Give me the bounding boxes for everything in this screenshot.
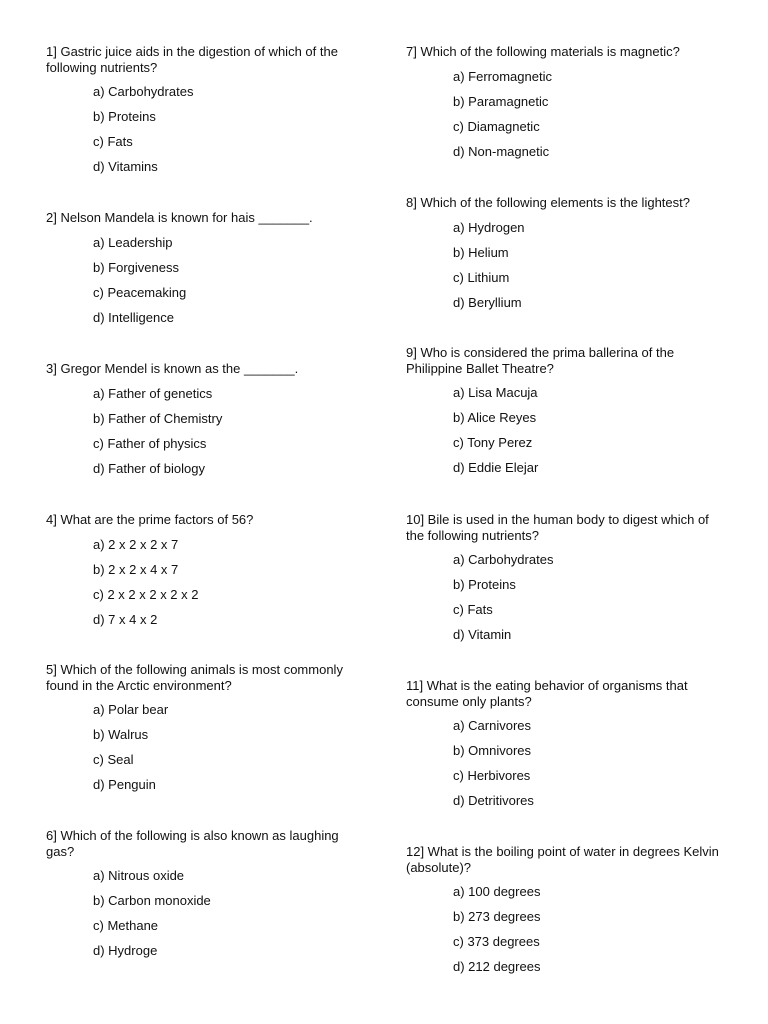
option-c: c) Methane xyxy=(93,918,159,933)
option-d: d) Vitamins xyxy=(93,159,158,174)
question-stem: 5] Which of the following animals is most commonly found in the Arctic environment? xyxy=(46,662,347,693)
question-stem: 10] Bile is used in the human body to digest which of the following nutrients? xyxy=(406,512,713,543)
option-c: c) Fats xyxy=(93,134,133,149)
question-stem: 8] Which of the following elements is the lightest? xyxy=(406,195,690,210)
option-d: d) Father of biology xyxy=(93,460,206,476)
question-6 xyxy=(46,828,366,958)
option-d: d) Eddie Elejar xyxy=(453,460,539,475)
option-b: b) 2 x 2 x 4 x 7 xyxy=(93,561,179,577)
question-5 xyxy=(46,662,366,792)
option-c: c) Father of physics xyxy=(93,435,207,451)
option-d: d) Non-magnetic xyxy=(453,143,550,159)
option-a: a) Carbohydrates xyxy=(93,84,194,99)
option-d: d) Detritivores xyxy=(453,793,534,808)
option-c: c) 373 degrees xyxy=(453,934,540,949)
question-3 xyxy=(46,361,366,476)
option-a: a) Ferromagnetic xyxy=(453,68,552,84)
option-c: c) Lithium xyxy=(453,269,510,285)
option-c: c) 2 x 2 x 2 x 2 x 2 xyxy=(93,586,199,602)
option-a: a) 100 degrees xyxy=(453,884,541,899)
question-2 xyxy=(46,210,366,325)
question-stem: 1] Gastric juice aids in the digestion of which of the following nutrients? xyxy=(46,44,342,75)
option-c: c) Fats xyxy=(453,602,493,617)
option-b: b) Carbon monoxide xyxy=(93,893,211,908)
option-a: a) Hydrogen xyxy=(453,219,525,235)
option-d: d) Penguin xyxy=(93,777,156,792)
question-stem: 7] Which of the following materials is magnetic? xyxy=(406,44,680,59)
option-d: d) Vitamin xyxy=(453,627,512,642)
question-stem: 9] Who is considered the prima ballerina of the Philippine Ballet Theatre? xyxy=(406,345,678,376)
question-11 xyxy=(406,678,726,808)
question-12 xyxy=(406,844,726,974)
option-a: a) Carbohydrates xyxy=(453,552,554,567)
question-stem: 2] Nelson Mandela is known for hais _______. xyxy=(46,210,313,225)
question-1 xyxy=(46,44,366,174)
question-stem: 3] Gregor Mendel is known as the _______. xyxy=(46,361,299,376)
option-c: c) Herbivores xyxy=(453,768,531,783)
option-b: b) Proteins xyxy=(453,577,516,592)
option-d: d) 7 x 4 x 2 xyxy=(93,611,158,627)
option-b: b) Omnivores xyxy=(453,743,532,758)
question-stem: 11] What is the eating behavior of organisms that consume only plants? xyxy=(406,678,692,709)
option-b: b) Proteins xyxy=(93,109,156,124)
option-b: b) Paramagnetic xyxy=(453,93,549,109)
question-stem: 12] What is the boiling point of water in degrees Kelvin (absolute)? xyxy=(406,844,723,875)
option-d: d) Intelligence xyxy=(93,309,174,325)
option-c: c) Diamagnetic xyxy=(453,118,540,134)
option-b: b) Alice Reyes xyxy=(453,410,537,425)
question-10 xyxy=(406,512,726,642)
option-a: a) Carnivores xyxy=(453,718,532,733)
option-b: b) Forgiveness xyxy=(93,259,179,275)
option-a: a) Father of genetics xyxy=(93,385,213,401)
option-a: a) Lisa Macuja xyxy=(453,385,538,400)
option-c: c) Tony Perez xyxy=(453,435,533,450)
option-b: b) 273 degrees xyxy=(453,909,541,924)
option-d: d) Beryllium xyxy=(453,294,522,310)
question-stem: 4] What are the prime factors of 56? xyxy=(46,512,254,527)
option-b: b) Father of Chemistry xyxy=(93,410,223,426)
option-c: c) Peacemaking xyxy=(93,284,187,300)
question-9 xyxy=(406,345,726,475)
option-a: a) 2 x 2 x 2 x 7 xyxy=(93,536,179,552)
option-d: d) Hydroge xyxy=(93,943,158,958)
question-8 xyxy=(406,195,726,310)
option-c: c) Seal xyxy=(93,752,134,767)
question-7 xyxy=(406,44,726,159)
option-a: a) Nitrous oxide xyxy=(93,868,185,883)
option-b: b) Walrus xyxy=(93,727,149,742)
option-a: a) Leadership xyxy=(93,234,173,250)
option-b: b) Helium xyxy=(453,244,509,260)
option-a: a) Polar bear xyxy=(93,702,169,717)
question-stem: 6] Which of the following is also known as laughing gas? xyxy=(46,828,343,859)
option-d: d) 212 degrees xyxy=(453,959,541,974)
question-4 xyxy=(46,512,366,627)
